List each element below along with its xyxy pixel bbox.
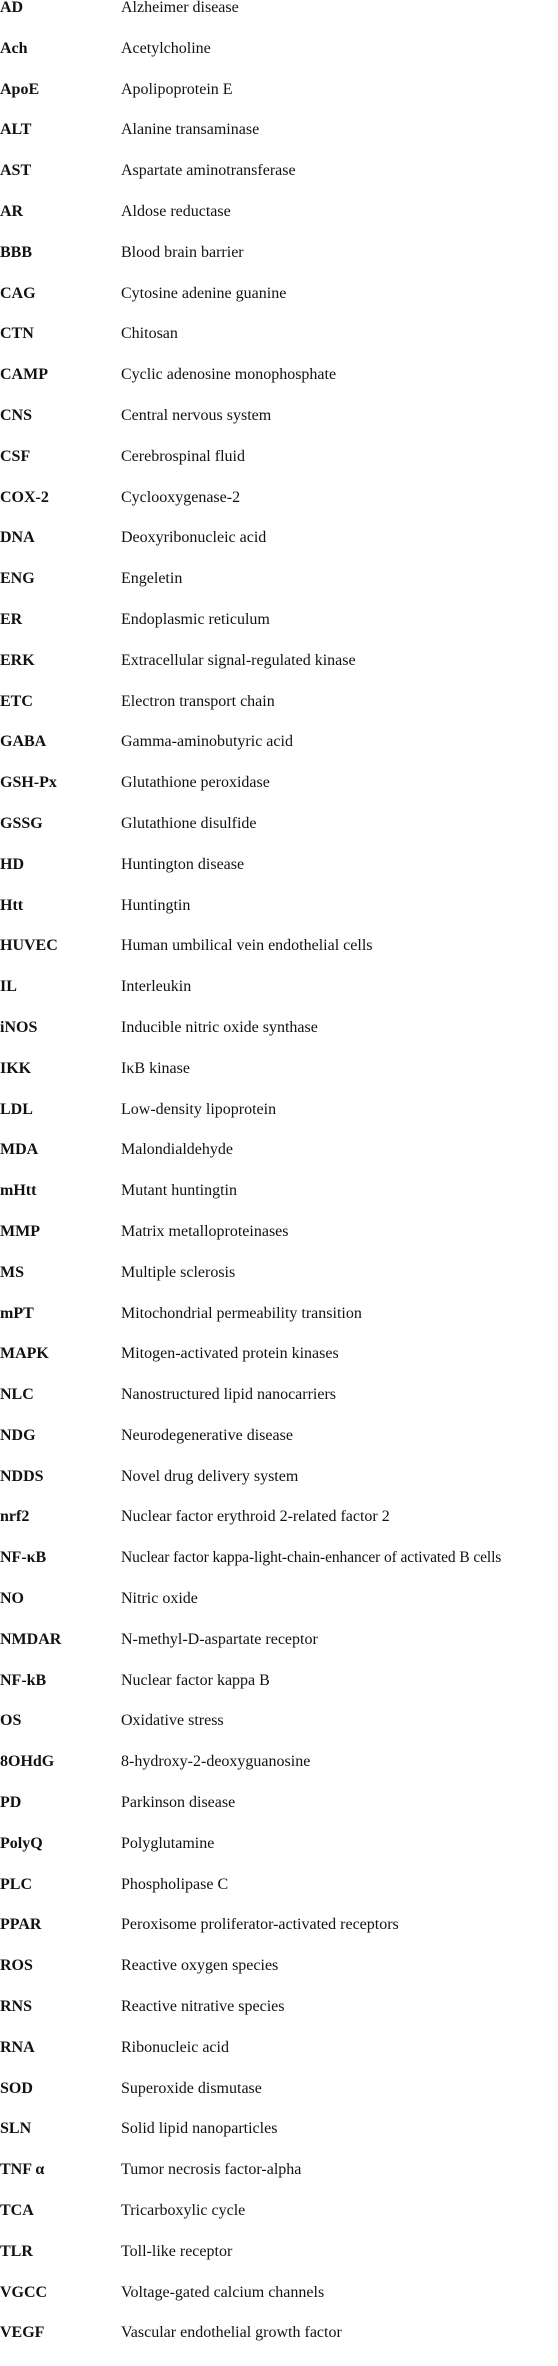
abbreviation-definition: Blood brain barrier — [121, 243, 244, 261]
abbreviation-row — [0, 204, 558, 245]
abbreviation-row — [0, 2244, 558, 2285]
abbreviation-term: ApoE — [0, 80, 40, 98]
abbreviation-term: ENG — [0, 570, 35, 588]
abbreviation-definition: Cerebrospinal fluid — [121, 447, 245, 465]
abbreviation-row — [0, 1958, 558, 1999]
abbreviation-term: MAPK — [0, 1345, 49, 1363]
abbreviation-definition: Extracellular signal-regulated kinase — [121, 651, 356, 669]
abbreviation-row — [0, 1713, 558, 1754]
abbreviation-term: GABA — [0, 733, 47, 751]
abbreviation-row — [0, 1265, 558, 1306]
abbreviation-term: AST — [0, 162, 32, 180]
abbreviation-definition: Glutathione peroxidase — [121, 774, 270, 792]
abbreviation-term: NDG — [0, 1426, 36, 1444]
abbreviation-definition: Polyglutamine — [121, 1834, 215, 1852]
abbreviation-definition: Interleukin — [121, 978, 192, 996]
abbreviation-row — [0, 1509, 558, 1550]
abbreviation-row — [0, 653, 558, 694]
abbreviation-row — [0, 1469, 558, 1510]
abbreviation-definition: Multiple sclerosis — [121, 1263, 236, 1281]
abbreviation-row — [0, 1836, 558, 1877]
abbreviation-definition: Solid lipid nanoparticles — [121, 2120, 278, 2138]
abbreviation-definition: Mutant huntingtin — [121, 1182, 237, 1200]
abbreviation-definition: Nitric oxide — [121, 1590, 198, 1608]
abbreviation-row — [0, 1591, 558, 1632]
abbreviation-definition: Cyclic adenosine monophosphate — [121, 366, 337, 384]
abbreviation-row — [0, 2162, 558, 2203]
abbreviation-row — [0, 1061, 558, 1102]
abbreviation-definition: Parkinson disease — [121, 1794, 236, 1812]
abbreviation-row — [0, 490, 558, 531]
abbreviation-definition: Aspartate aminotransferase — [121, 162, 296, 180]
abbreviation-row — [0, 1387, 558, 1428]
abbreviation-row — [0, 2285, 558, 2326]
abbreviation-definition: Cyclooxygenase-2 — [121, 488, 241, 506]
abbreviation-definition: Aldose reductase — [121, 202, 231, 220]
abbreviation-term: COX-2 — [0, 488, 49, 506]
abbreviation-row — [0, 449, 558, 490]
abbreviation-row — [0, 1428, 558, 1469]
abbreviation-term: NO — [0, 1590, 24, 1608]
abbreviation-definition: 8-hydroxy-2-deoxyguanosine — [121, 1753, 311, 1771]
abbreviation-term: Ach — [0, 39, 28, 57]
abbreviation-term: AR — [0, 202, 24, 220]
abbreviation-row — [0, 367, 558, 408]
abbreviation-definition: IκB kinase — [121, 1059, 190, 1077]
abbreviation-definition: Apolipoprotein E — [121, 80, 233, 98]
abbreviation-definition: Glutathione disulfide — [121, 814, 257, 832]
abbreviation-term: PD — [0, 1794, 22, 1812]
abbreviation-term: NDDS — [0, 1467, 44, 1485]
abbreviation-row — [0, 734, 558, 775]
abbreviation-term: VEGF — [0, 2324, 45, 2342]
abbreviation-row — [0, 1754, 558, 1795]
abbreviation-definition: Acetylcholine — [121, 39, 211, 57]
abbreviation-definition: Low-density lipoprotein — [121, 1100, 277, 1118]
abbreviation-row — [0, 1306, 558, 1347]
abbreviation-row — [0, 122, 558, 163]
abbreviation-definition: Mitochondrial permeability transition — [121, 1304, 362, 1322]
abbreviation-definition: Nuclear factor erythroid 2-related factor 2 — [121, 1508, 390, 1526]
abbreviation-term: IL — [0, 978, 17, 996]
abbreviation-term: BBB — [0, 243, 33, 261]
abbreviation-term: PolyQ — [0, 1834, 43, 1852]
abbreviation-term: NF-κB — [0, 1549, 47, 1567]
abbreviation-row — [0, 2040, 558, 2081]
abbreviation-term: SOD — [0, 2079, 33, 2097]
abbreviation-row — [0, 1673, 558, 1714]
abbreviation-row — [0, 1877, 558, 1918]
abbreviation-definition: Reactive oxygen species — [121, 1957, 279, 1975]
abbreviation-definition: Voltage-gated calcium channels — [121, 2283, 325, 2301]
abbreviation-definition: Chitosan — [121, 325, 178, 343]
abbreviation-term: GSH-Px — [0, 774, 57, 792]
abbreviation-term: TNF α — [0, 2161, 45, 2179]
abbreviation-definition: Nuclear factor kappa-light-chain-enhancer of activated B cells — [121, 1549, 502, 1567]
abbreviation-row — [0, 245, 558, 286]
abbreviation-row — [0, 326, 558, 367]
abbreviation-term: CSF — [0, 447, 31, 465]
abbreviation-term: CAG — [0, 284, 36, 302]
abbreviation-definition: Central nervous system — [121, 406, 272, 424]
abbreviation-row — [0, 694, 558, 735]
abbreviation-definition: Endoplasmic reticulum — [121, 610, 270, 628]
abbreviation-definition: Alanine transaminase — [121, 121, 260, 139]
abbreviation-row — [0, 612, 558, 653]
abbreviation-term: TCA — [0, 2202, 34, 2220]
abbreviation-row — [0, 1102, 558, 1143]
abbreviation-definition: Superoxide dismutase — [121, 2079, 262, 2097]
abbreviation-term: HD — [0, 855, 24, 873]
abbreviation-term: 8OHdG — [0, 1753, 55, 1771]
abbreviation-definition: Electron transport chain — [121, 692, 275, 710]
abbreviation-term: CNS — [0, 406, 33, 424]
abbreviation-term: GSSG — [0, 814, 43, 832]
abbreviation-row — [0, 1632, 558, 1673]
abbreviation-definition: Engeletin — [121, 570, 183, 588]
abbreviation-row — [0, 0, 558, 41]
abbreviation-term: NF-kB — [0, 1671, 47, 1689]
abbreviation-term: OS — [0, 1712, 22, 1730]
abbreviation-term: IKK — [0, 1059, 32, 1077]
abbreviation-row — [0, 163, 558, 204]
abbreviation-row — [0, 1999, 558, 2040]
abbreviation-definition: Nuclear factor kappa B — [121, 1671, 270, 1689]
abbreviation-row — [0, 1346, 558, 1387]
abbreviation-definition: Huntington disease — [121, 855, 245, 873]
abbreviation-term: TLR — [0, 2242, 33, 2260]
abbreviation-term: CAMP — [0, 366, 48, 384]
abbreviation-definition: N-methyl-D-aspartate receptor — [121, 1630, 318, 1648]
abbreviation-term: NLC — [0, 1386, 34, 1404]
abbreviation-row — [0, 857, 558, 898]
abbreviation-definition: Cytosine adenine guanine — [121, 284, 287, 302]
abbreviation-term: DNA — [0, 529, 35, 547]
abbreviation-row — [0, 1550, 558, 1591]
abbreviation-row — [0, 2081, 558, 2122]
abbreviation-definition: Gamma-aminobutyric acid — [121, 733, 293, 751]
abbreviation-row — [0, 1142, 558, 1183]
abbreviation-definition: Tricarboxylic cycle — [121, 2202, 246, 2220]
abbreviation-definition: Novel drug delivery system — [121, 1467, 299, 1485]
abbreviation-term: nrf2 — [0, 1508, 30, 1526]
abbreviation-term: RNS — [0, 1998, 33, 2016]
abbreviation-definition: Phospholipase C — [121, 1875, 229, 1893]
abbreviation-row — [0, 816, 558, 857]
abbreviation-definition: Vascular endothelial growth factor — [121, 2324, 342, 2342]
abbreviation-term: ETC — [0, 692, 33, 710]
abbreviation-term: mHtt — [0, 1182, 37, 1200]
abbreviation-definition: Tumor necrosis factor-alpha — [121, 2161, 302, 2179]
abbreviation-row — [0, 2121, 558, 2162]
abbreviation-definition: Human umbilical vein endothelial cells — [121, 937, 373, 955]
abbreviation-term: PPAR — [0, 1916, 42, 1934]
abbreviation-term: AD — [0, 0, 24, 16]
abbreviation-definition: Mitogen-activated protein kinases — [121, 1345, 339, 1363]
abbreviation-definition: Toll-like receptor — [121, 2242, 233, 2260]
abbreviation-definition: Peroxisome proliferator-activated receptors — [121, 1916, 399, 1934]
abbreviation-term: ALT — [0, 121, 32, 139]
abbreviation-term: RNA — [0, 2038, 35, 2056]
abbreviation-term: iNOS — [0, 1018, 38, 1036]
abbreviation-term: VGCC — [0, 2283, 48, 2301]
abbreviation-term: HUVEC — [0, 937, 58, 955]
abbreviation-term: NMDAR — [0, 1630, 62, 1648]
abbreviation-term: PLC — [0, 1875, 32, 1893]
abbreviation-definition: Oxidative stress — [121, 1712, 224, 1730]
abbreviation-definition: Neurodegenerative disease — [121, 1426, 293, 1444]
abbreviation-row — [0, 571, 558, 612]
abbreviation-definition: Matrix metalloproteinases — [121, 1222, 289, 1240]
abbreviation-definition: Inducible nitric oxide synthase — [121, 1018, 318, 1036]
abbreviation-row — [0, 530, 558, 571]
abbreviation-row — [0, 1224, 558, 1265]
abbreviation-term: CTN — [0, 325, 34, 343]
abbreviation-row — [0, 2325, 558, 2366]
abbreviation-row — [0, 41, 558, 82]
abbreviation-term: MS — [0, 1263, 24, 1281]
abbreviation-definition: Alzheimer disease — [121, 0, 239, 16]
abbreviation-row — [0, 2203, 558, 2244]
abbreviation-definition: Huntingtin — [121, 896, 191, 914]
abbreviation-row — [0, 286, 558, 327]
abbreviation-term: SLN — [0, 2120, 32, 2138]
abbreviation-term: ER — [0, 610, 23, 628]
abbreviation-term: mPT — [0, 1304, 34, 1322]
abbreviation-row — [0, 938, 558, 979]
abbreviation-row — [0, 408, 558, 449]
abbreviation-row — [0, 82, 558, 123]
abbreviation-row — [0, 1020, 558, 1061]
abbreviation-definition: Reactive nitrative species — [121, 1998, 285, 2016]
abbreviation-term: ERK — [0, 651, 35, 669]
abbreviation-term: MDA — [0, 1141, 39, 1159]
abbreviation-definition: Ribonucleic acid — [121, 2038, 229, 2056]
abbreviation-term: ROS — [0, 1957, 33, 1975]
abbreviation-row — [0, 1183, 558, 1224]
abbreviation-row — [0, 979, 558, 1020]
abbreviation-term: Htt — [0, 896, 24, 914]
abbreviation-row — [0, 1795, 558, 1836]
abbreviation-definition: Deoxyribonucleic acid — [121, 529, 267, 547]
abbreviation-definition: Nanostructured lipid nanocarriers — [121, 1386, 337, 1404]
abbreviation-term: MMP — [0, 1222, 40, 1240]
abbreviation-row — [0, 775, 558, 816]
abbreviation-row — [0, 1917, 558, 1958]
abbreviation-row — [0, 898, 558, 939]
abbreviation-definition: Malondialdehyde — [121, 1141, 233, 1159]
abbreviation-term: LDL — [0, 1100, 33, 1118]
